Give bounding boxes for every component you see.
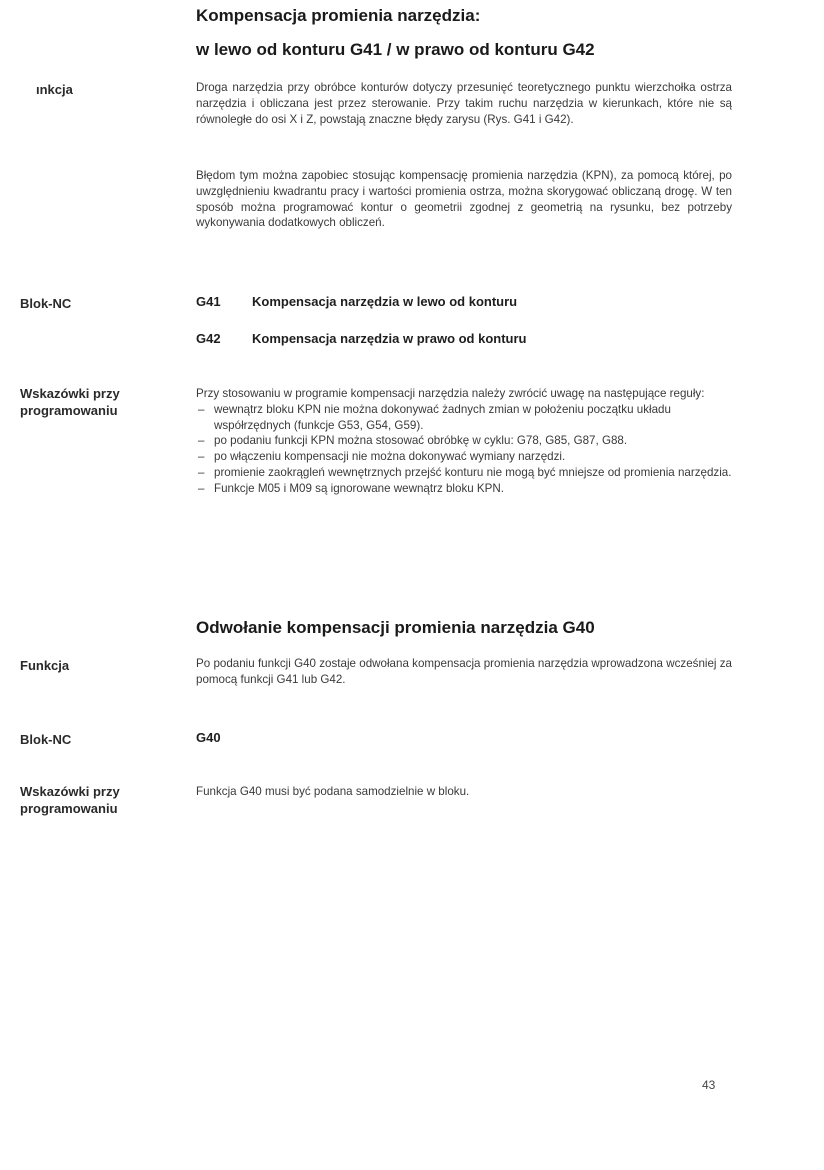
programming-notes-label-line2: programowaniu [20, 403, 118, 418]
list-item [196, 433, 732, 449]
nc-code-row-g42 [196, 331, 527, 346]
dash-bullet: – [198, 465, 205, 479]
list-item [196, 465, 732, 481]
programming-notes-body [196, 386, 732, 497]
programming-notes-label-line1: Wskazówki przy [20, 386, 120, 401]
nc-code-g40: G40 [196, 730, 221, 745]
section1-title-line1: Kompensacja promienia narzędzia: [196, 6, 481, 25]
dash-bullet: – [198, 450, 205, 464]
nc-block-label-2: Blok-NC [20, 732, 72, 747]
nc-code: G41 [196, 294, 221, 309]
dash-bullet: – [198, 481, 205, 495]
list-item [196, 481, 732, 497]
list-item [196, 449, 732, 465]
nc-code-description: Kompensacja narzędzia w prawo od konturu [252, 331, 527, 346]
nc-code-row-g41 [196, 294, 517, 309]
programming-notes-intro: Przy stosowaniu w programie kompensacji narzędzia należy zwrócić uwagę na następujące reguły: [196, 387, 705, 400]
rule-text: po podaniu funkcji KPN można stosować obróbkę w cyklu: G78, G85, G87, G88. [214, 434, 628, 448]
list-item [196, 402, 732, 434]
nc-block-label: Blok-NC [20, 296, 72, 311]
dash-bullet: – [198, 434, 205, 448]
function-label-2: Funkcja [20, 658, 70, 673]
programming-notes-label [20, 385, 120, 419]
rule-text: promienie zaokrągleń wewnętrznych przejść konturu nie mogą być mniejsze od promienia narzędzia. [214, 465, 732, 479]
rule-text: wewnątrz bloku KPN nie można dokonywać żadnych zmian w położeniu początku układu współrzędnych (funkcje G53, G54, G59). [214, 402, 671, 432]
nc-code-description: Kompensacja narzędzia w lewo od konturu [252, 294, 518, 309]
function-label: ınkcja [36, 82, 73, 97]
section1-title-line2: w lewo od konturu G41 / w prawo od konturu G42 [196, 40, 595, 59]
dash-bullet: – [198, 402, 205, 416]
programming-notes-text-2: Funkcja G40 musi być podana samodzielnie w bloku. [196, 785, 470, 798]
function-paragraph-3: Po podaniu funkcji G40 zostaje odwołana kompensacja promienia narzędzia wprowadzona wcześniej za pomocą funkcji G41 lub G42. [196, 657, 732, 686]
nc-code: G42 [196, 331, 221, 346]
rule-text: po włączeniu kompensacji nie można dokonywać wymiany narzędzi. [214, 450, 566, 464]
function-paragraph-1: Droga narzędzia przy obróbce konturów dotyczy przesunięć teoretycznego punktu wierzchołka ostrza narzędzia i obliczana jest przez sterowanie. Przy takim ruchu narzędzia w kierunkach, które nie są równoległe do osi X i Z, powstają znaczne błędy zarysu (Rys. G41 i G42). [196, 81, 732, 126]
programming-notes-label-2-line2: programowaniu [20, 801, 118, 816]
function-paragraph-2: Błędom tym można zapobiec stosując kompensację promienia narzędzia (KPN), za pomocą której, po uwzględnieniu kwadrantu pracy i wartości promienia ostrza, można skorygować obliczaną drogę. W ten sposób można programować kontur o geometrii zgodnej z geometrią na rysunku, bez potrzeby wykonywania dodatkowych obliczeń. [196, 169, 732, 230]
rule-text: Funkcje M05 i M09 są ignorowane wewnątrz bloku KPN. [214, 481, 504, 495]
section2-title: Odwołanie kompensacji promienia narzędzia G40 [196, 618, 595, 637]
page-number: 43 [702, 1078, 716, 1092]
programming-notes-label-2 [20, 783, 120, 817]
programming-notes-label-2-line1: Wskazówki przy [20, 784, 120, 799]
programming-rules-list [196, 402, 732, 497]
